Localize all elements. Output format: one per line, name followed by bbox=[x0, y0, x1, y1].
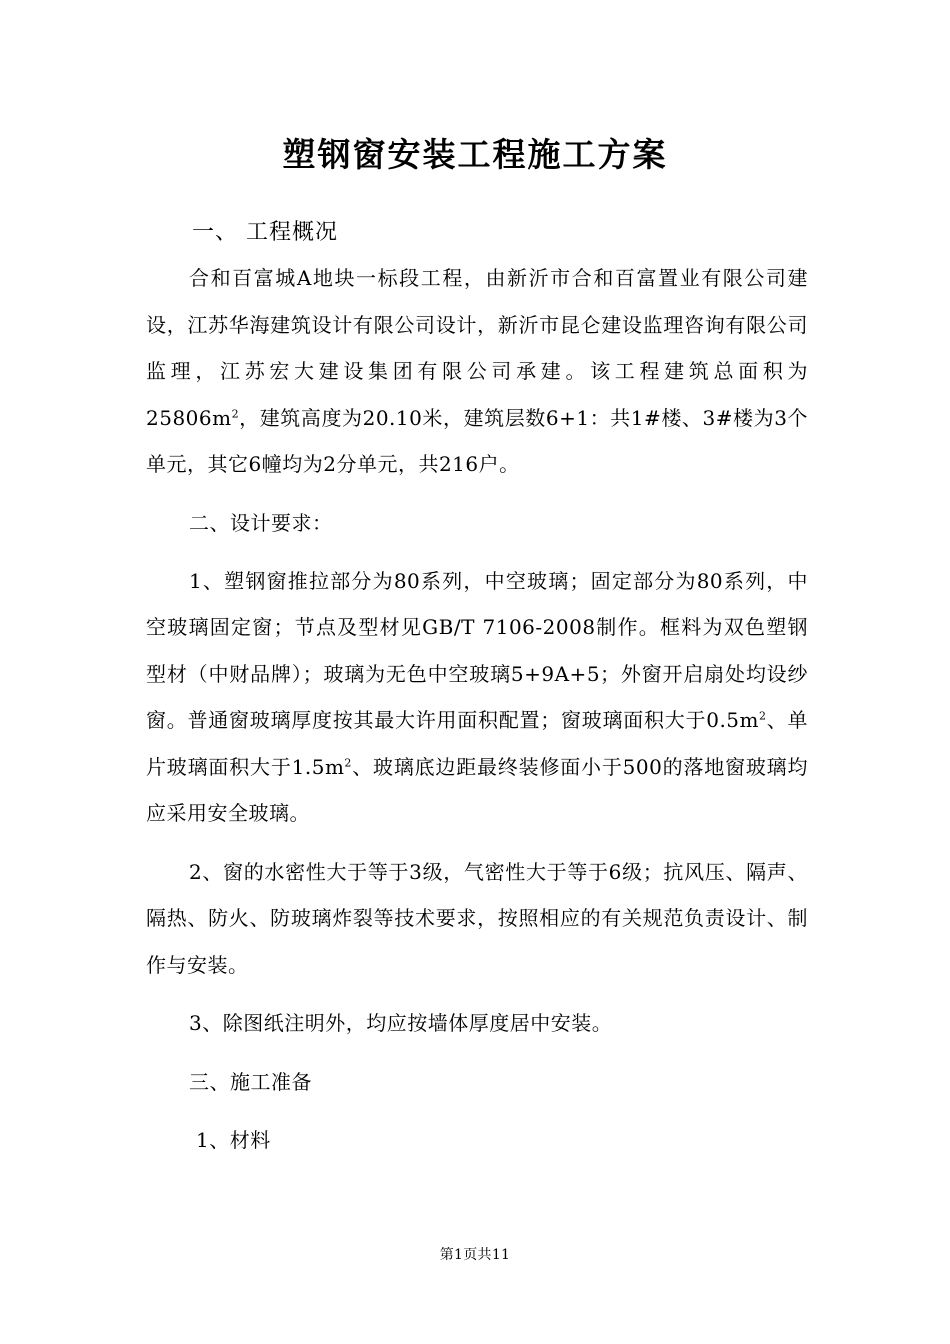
overview-text-1: 合和百富城A地块一标段工程，由新沂市合和百富置业有限公司建设，江苏华海建筑设计有限公司设计，新沂市昆仑建设监理咨询有限公司监理，江苏宏大建设集团有限公司承建。该工程建筑总面积为25806m bbox=[146, 266, 808, 430]
design-item-1-text-3: 、玻璃底边距最终装修面小于500的落地窗玻璃均应采用安全玻璃。 bbox=[146, 754, 808, 825]
document-body bbox=[146, 213, 808, 1163]
section-heading-preparation: 三、施工准备 bbox=[189, 1069, 312, 1094]
design-item-1-text-1: 1、塑钢窗推拉部分为80系列，中空玻璃；固定部分为80系列，中空玻璃固定窗；节点及型材见GB/T 7106-2008制作。框料为双色塑钢型材（中财品牌）；玻璃为无色中空玻璃5+9A+5；外窗开启扇处均设纱窗。普通窗玻璃厚度按其最大许用面积配置；窗玻璃面积大于0.5m bbox=[146, 568, 808, 732]
section-heading-design: 二、设计要求： bbox=[189, 510, 333, 535]
design-item-2: 2、窗的水密性大于等于3级，气密性大于等于6级；抗风压、隔声、隔热、防火、防玻璃炸裂等技术要求，按照相应的有关规范负责设计、制作与安装。 bbox=[146, 859, 808, 977]
document-title: 塑钢窗安装工程施工方案 bbox=[282, 135, 668, 174]
section-heading-overview: 一、 工程概况 bbox=[192, 220, 338, 245]
design-item-3: 3、除图纸注明外，均应按墙体厚度居中安装。 bbox=[189, 1011, 613, 1035]
design-item-1-text-2: 、单片玻璃面积大于1.5m bbox=[146, 708, 808, 779]
subheading-materials: 1、材料 bbox=[196, 1127, 271, 1152]
superscript-2: 2 bbox=[759, 709, 767, 723]
superscript-2: 2 bbox=[344, 755, 352, 769]
superscript-2: 2 bbox=[231, 406, 240, 420]
design-item-1 bbox=[146, 558, 808, 837]
overview-text-2: ，建筑高度为20.10米，建筑层数6+1：共1#楼、3#楼为3个单元，其它6幢均为2分单元，共216户。 bbox=[146, 405, 808, 476]
overview-paragraph bbox=[146, 255, 808, 488]
page-footer: 第1页共11 bbox=[439, 1247, 511, 1263]
